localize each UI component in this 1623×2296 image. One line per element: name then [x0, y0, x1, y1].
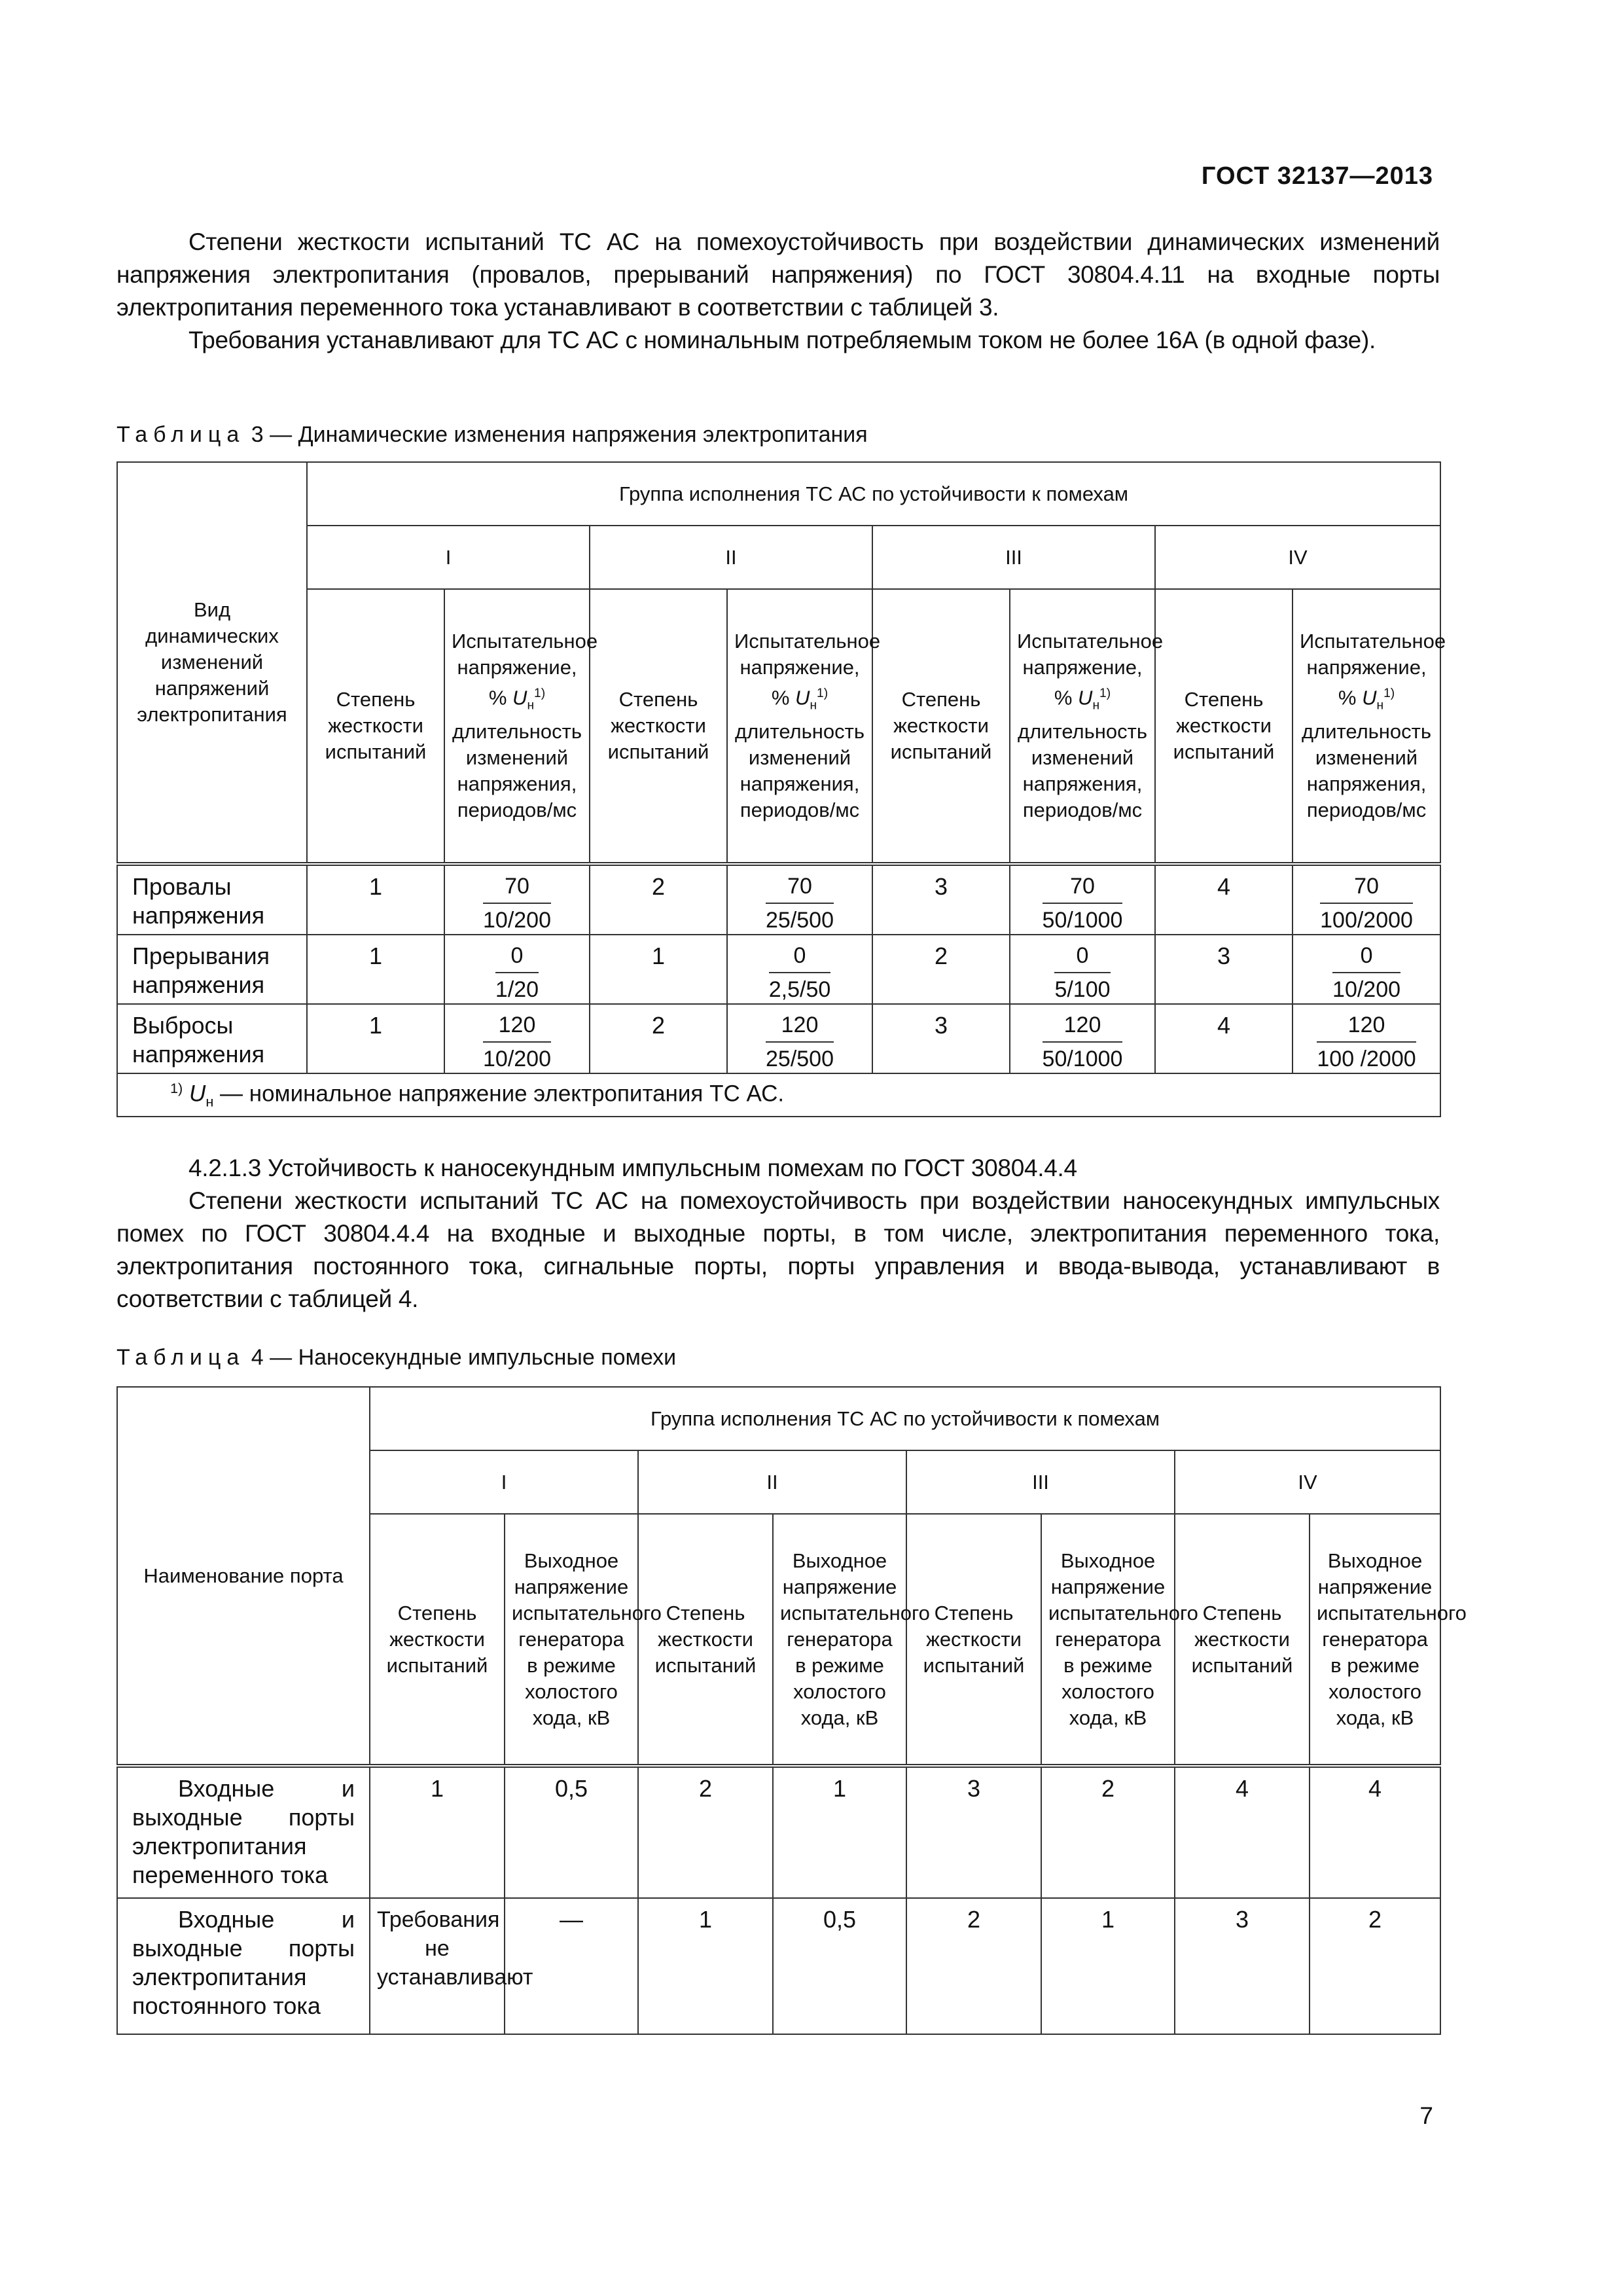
- table3-degree-cell: 3: [872, 864, 1010, 935]
- table3-value-cell: $\frac{70}{50/1000}$: [1010, 864, 1155, 935]
- table4-group-III: III: [906, 1450, 1175, 1514]
- table4-group-header: Группа исполнения ТС АС по устойчивости к помехам: [370, 1387, 1440, 1450]
- table4-group-II: II: [638, 1450, 906, 1514]
- table3-col-degree: Степень жесткости испытаний: [590, 589, 727, 864]
- table3-col-voltage: Испытательное напряжение, % $U_н^{1)}$ длительность изменений напряжения, периодов/мс: [444, 589, 590, 864]
- table4-row-ac-ports: [117, 1766, 1440, 1898]
- table3-row-label: Провалы напряжения: [117, 864, 307, 935]
- table4-row-label: Входные и выходные порты электропитания переменного тока: [117, 1766, 370, 1898]
- table3-value-cell: $\frac{120}{100 /2000}$: [1293, 1004, 1440, 1073]
- table3-degree-cell: 1: [307, 935, 444, 1004]
- table4-group-I: I: [370, 1450, 638, 1514]
- table3-group-I: I: [307, 526, 590, 589]
- table3-value-cell: $\frac{70}{25/500}$: [727, 864, 872, 935]
- table3-row-dips: [117, 864, 1440, 935]
- table3-value-cell: $\frac{120}{25/500}$: [727, 1004, 872, 1073]
- table3-degree-cell: 2: [590, 864, 727, 935]
- table3-degree-cell: 3: [872, 1004, 1010, 1073]
- table4-value-cell: 2: [906, 1898, 1041, 2034]
- table3-degree-cell: 2: [872, 935, 1010, 1004]
- table3-value-cell: $\frac{0}{5/100}$: [1010, 935, 1155, 1004]
- table4-value-cell: 1: [773, 1766, 906, 1898]
- section-heading-4-2-1-3: 4.2.1.3 Устойчивость к наносекундным импульсным помехам по ГОСТ 30804.4.4: [188, 1155, 1077, 1181]
- table3-row-interruptions: [117, 935, 1440, 1004]
- table4-value-cell: 1: [1041, 1898, 1175, 2034]
- table4-col-output: Выходное напряжение испытательного генератора в режиме холостого хода, кВ: [773, 1514, 906, 1766]
- table4-row-dc-ports: [117, 1898, 1440, 2034]
- paragraph-intro: Степени жесткости испытаний ТС АС на помехоустойчивость при воздействии динамических изменений напряжения электропитания (провалов, прерываний напряжения) по ГОСТ 30804.4.11 на входные порты электропитания переменного тока устанавливают в соответствии с таблицей 3.: [116, 228, 1440, 321]
- table3: [116, 461, 1446, 1117]
- table4-caption-word: Таблица: [116, 1345, 245, 1370]
- table4-col-degree: Степень жесткости испытаний: [638, 1514, 773, 1766]
- table4-value-cell: 1: [638, 1898, 773, 2034]
- table3-degree-cell: 4: [1155, 1004, 1293, 1073]
- table4-value-cell: 4: [1175, 1766, 1310, 1898]
- table3-value-cell: $\frac{120}{50/1000}$: [1010, 1004, 1155, 1073]
- table4-value-cell: 3: [906, 1766, 1041, 1898]
- table4-col-degree: Степень жесткости испытаний: [1175, 1514, 1310, 1766]
- table3-col-voltage: Испытательное напряжение, % $U_н^{1)}$ длительность изменений напряжения, периодов/мс: [1010, 589, 1155, 864]
- table3-degree-cell: 3: [1155, 935, 1293, 1004]
- table4-value-cell: 2: [1041, 1766, 1175, 1898]
- table3-caption-text: 3 — Динамические изменения напряжения электропитания: [251, 422, 868, 447]
- table3-value-cell: $\frac{0}{1/20}$: [444, 935, 590, 1004]
- table3-group-header: Группа исполнения ТС АС по устойчивости к помехам: [307, 462, 1440, 526]
- table3-degree-cell: 2: [590, 1004, 727, 1073]
- table4-col-degree: Степень жесткости испытаний: [906, 1514, 1041, 1766]
- table4-col-output: Выходное напряжение испытательного генератора в режиме холостого хода, кВ: [505, 1514, 638, 1766]
- table4: [116, 1386, 1467, 2035]
- table4-value-cell: —: [505, 1898, 638, 2034]
- table3-degree-cell: 4: [1155, 864, 1293, 935]
- table3-caption: [116, 422, 868, 448]
- table3-footnote: $^{1)}$ $U_н$ — номинальное напряжение электропитания ТС АС.: [117, 1073, 1440, 1117]
- table3-group-III: III: [872, 526, 1155, 589]
- table3-col-voltage: Испытательное напряжение, % $U_н^{1)}$ длительность изменений напряжения, периодов/мс: [1293, 589, 1440, 864]
- table4-value-cell: Требования не устанавливают: [370, 1898, 505, 2034]
- table3-degree-cell: 1: [590, 935, 727, 1004]
- table4-col-degree: Степень жесткости испытаний: [370, 1514, 505, 1766]
- table4-value-cell: 2: [1310, 1898, 1440, 2034]
- table4-value-cell: 0,5: [505, 1766, 638, 1898]
- table3-group-II: II: [590, 526, 872, 589]
- table3-group-IV: IV: [1155, 526, 1440, 589]
- table3-col-degree: Степень жесткости испытаний: [307, 589, 444, 864]
- table3-col-degree: Степень жесткости испытаний: [1155, 589, 1293, 864]
- table4-col-output: Выходное напряжение испытательного генератора в режиме холостого хода, кВ: [1310, 1514, 1440, 1766]
- table4-caption: [116, 1345, 676, 1371]
- table3-row-label: Прерывания напряжения: [117, 935, 307, 1004]
- table3-row-label: Выбросы напряжения: [117, 1004, 307, 1073]
- table4-row-header: Наименование порта: [117, 1387, 370, 1766]
- paragraph-requirements: Требования устанавливают для ТС АС с номинальным потребляемым током не более 16А (в одной фазе).: [188, 327, 1376, 353]
- table4-col-output: Выходное напряжение испытательного генератора в режиме холостого хода, кВ: [1041, 1514, 1175, 1766]
- document-code: ГОСТ 32137—2013: [1201, 162, 1433, 190]
- table4-value-cell: 3: [1175, 1898, 1310, 2034]
- table3-degree-cell: 1: [307, 1004, 444, 1073]
- table4-group-IV: IV: [1175, 1450, 1440, 1514]
- table4-value-cell: 2: [638, 1766, 773, 1898]
- table3-value-cell: $\frac{70}{10/200}$: [444, 864, 590, 935]
- table3-row-surges: [117, 1004, 1440, 1073]
- table4-value-cell: 4: [1310, 1766, 1440, 1898]
- table3-degree-cell: 1: [307, 864, 444, 935]
- table3-caption-word: Таблица: [116, 422, 245, 447]
- table3-row-header: Вид динамических изменений напряжений электропитания: [117, 462, 307, 864]
- table3-value-cell: $\frac{120}{10/200}$: [444, 1004, 590, 1073]
- table3-col-voltage: Испытательное напряжение, % $U_н^{1)}$ длительность изменений напряжения, периодов/мс: [727, 589, 872, 864]
- page-number: 7: [1419, 2102, 1433, 2129]
- table4-row-label: Входные и выходные порты электропитания постоянного тока: [117, 1898, 370, 2034]
- table4-value-cell: 1: [370, 1766, 505, 1898]
- table3-col-degree: Степень жесткости испытаний: [872, 589, 1010, 864]
- paragraph-nanosecond: Степени жесткости испытаний ТС АС на помехоустойчивость при воздействии наносекундных импульсных помех по ГОСТ 30804.4.4 на входные и выходные порты, в том числе, электропитания переменного тока, электропитания постоянного тока, сигнальные порты, порты управления и ввода-вывода, устанавливают в соответствии с таблицей 4.: [116, 1187, 1440, 1312]
- table3-value-cell: $\frac{0}{2,5/50}$: [727, 935, 872, 1004]
- table4-value-cell: 0,5: [773, 1898, 906, 2034]
- table4-caption-text: 4 — Наносекундные импульсные помехи: [251, 1345, 677, 1370]
- table3-value-cell: $\frac{0}{10/200}$: [1293, 935, 1440, 1004]
- table3-value-cell: $\frac{70}{100/2000}$: [1293, 864, 1440, 935]
